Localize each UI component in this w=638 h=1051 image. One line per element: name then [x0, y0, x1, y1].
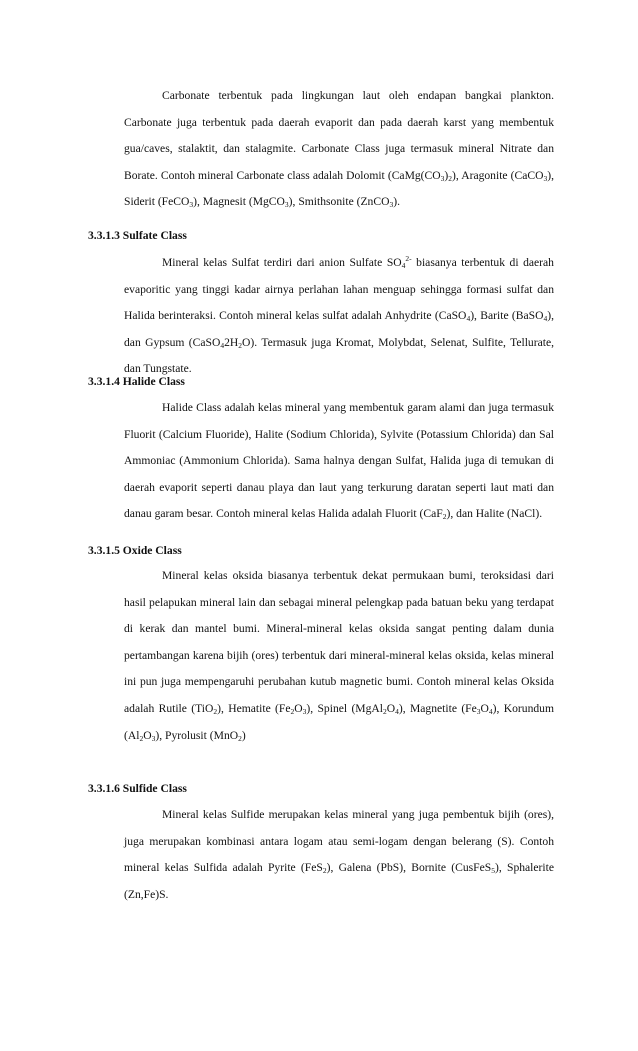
text-run: O [386, 701, 396, 715]
text-run: ). [393, 195, 400, 209]
text-run: O [143, 728, 152, 742]
text-run: Mineral kelas Sulfide merupakan kelas mineral yang juga pembentuk bijih (ores), juga merupakan kombinasi antara logam atau semi-logam dengan belerang (S). Contoh mineral kelas Sulfida adalah Pyrite (FeS [124, 808, 554, 875]
text-run: biasanya terbentuk di daerah evaporitic yang tinggi kadar airnya perlahan lahan menguap sehingga formasi sulfat dan Halida berinteraksi. Contoh mineral kelas sulfat adalah Anhydrite (CaSO [124, 256, 554, 323]
text-run: ), Sphalerite (Zn,Fe)S. [124, 861, 555, 901]
subscript: 3 [476, 706, 481, 716]
sulfate-class-heading: 3.3.1.3 Sulfate Class [88, 229, 187, 242]
text-run: ), Barite (BaSO [470, 309, 544, 323]
subscript: 2 [383, 706, 387, 716]
oxide-paragraph [124, 563, 554, 749]
text-run: ) [241, 728, 246, 742]
text-run: ), Magnesit (MgCO [193, 195, 285, 209]
subscript: 2 [442, 512, 447, 522]
text-run: ), Galena (PbS), Bornite (CusFeS [326, 861, 492, 875]
subscript: 5 [491, 866, 495, 876]
text-run: 2H [224, 335, 239, 349]
subscript: 4 [488, 706, 493, 716]
sulfide-class-heading: 3.3.1.6 Sulfide Class [88, 782, 187, 795]
subscript: 2 [213, 706, 218, 716]
subscript: 2 [448, 173, 453, 183]
text-run: ), Spinel (MgAl [306, 701, 384, 715]
subscript: 2 [238, 340, 243, 350]
text-run: ), Siderit (FeCO [124, 168, 554, 209]
subscript: 3 [543, 173, 548, 183]
subscript: 3 [151, 733, 156, 743]
sulfide-paragraph [124, 802, 554, 908]
subscript: 4 [401, 261, 406, 270]
subscript: 3 [284, 200, 289, 210]
text-run: ), Korundum (Al [124, 701, 554, 742]
subscript: 2 [322, 866, 327, 876]
subscript: 4 [220, 340, 225, 350]
text-run: ), Aragonite (CaCO [452, 168, 544, 182]
subscript: 3 [189, 200, 194, 210]
text-run: O [480, 701, 489, 715]
sulfate-paragraph [124, 250, 554, 383]
subscript: 4 [543, 314, 548, 324]
text-run: ), dan Halite (NaCl). [446, 507, 543, 521]
text-run: ), Smithsonite (ZnCO [288, 195, 390, 209]
text-run: ), dan Gypsum (CaSO [124, 309, 554, 349]
text-run: Halide Class adalah kelas mineral yang membentuk garam alami dan juga termasuk Fluorit (Calcium Fluoride), Halite (Sodium Chlorida), Sylvite (Potassium Chlorida) dan Sal Ammoniac (Ammonium Chlorida). Sama halnya dengan Sulfat, Halida juga di temukan di daerah evaporit seperti danau playa dan laut yang terkurung daratan seperti laut mati dan danau garam besar. Contoh mineral kelas Halida adalah Fluorit (CaF [124, 401, 554, 521]
superscript: 2- [405, 254, 412, 263]
text-run: O [294, 701, 303, 715]
subscript: 3 [389, 200, 394, 210]
carbonate-paragraph [124, 83, 554, 216]
subscript: 4 [395, 706, 399, 716]
halide-paragraph [124, 395, 554, 528]
halide-class-heading: 3.3.1.4 Halide Class [88, 375, 185, 388]
subscript: 2 [238, 733, 242, 743]
text-run: ), Pyrolusit (MnO [155, 728, 239, 742]
text-run: Mineral kelas oksida biasanya terbentuk dekat permukaan bumi, teroksidasi dari hasil pelapukan mineral lain dan sebagai mineral pelengkap pada batuan beku yang terdapat di kerak dan mantel bumi. Mineral-mineral kelas oksida sangat penting dalam dunia pertambangan karena bijih (ores) terbentuk dari mineral-mineral kelas oksida, kelas mineral ini pun juga mempengaruhi perubahan kutub magnetic bumi. Contoh mineral kelas Oksida adalah Rutile (TiO [124, 569, 554, 715]
subscript: 2 [290, 706, 295, 716]
subscript: 3 [302, 706, 307, 716]
text-run: ) [444, 168, 449, 182]
subscript: 4 [466, 314, 471, 324]
subscript: 2 [139, 733, 144, 743]
subscript: 3 [440, 173, 445, 183]
text-run: ), Hematite (Fe [217, 701, 291, 715]
text-run: ), Magnetite (Fe [398, 701, 477, 715]
text-run: Mineral kelas Sulfat terdiri dari anion Sulfate SO [162, 256, 402, 269]
oxide-class-heading: 3.3.1.5 Oxide Class [88, 544, 182, 557]
text-run: Carbonate terbentuk pada lingkungan laut oleh endapan bangkai plankton. Carbonate juga terbentuk pada daerah evaporit dan pada daerah karst yang membentuk gua/caves, stalaktit, dan stalagmite. Carbonate Class juga termasuk mineral Nitrate dan Borate. Contoh mineral Carbonate class adalah Dolomit (CaMg(CO [124, 89, 554, 182]
text-run: O). Termasuk juga Kromat, Molybdat, Selenat, Sulfite, Tellurate, dan Tungstate. [124, 335, 554, 376]
